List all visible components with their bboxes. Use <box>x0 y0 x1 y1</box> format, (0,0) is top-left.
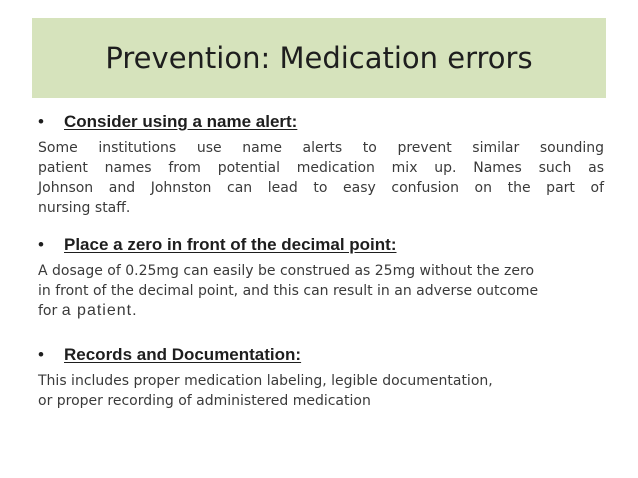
body-line: patient names from potential medication mix up. Names such as <box>38 160 604 176</box>
body-line: This includes proper medication labeling, legible documentation, <box>38 373 493 389</box>
section-records <box>38 345 604 411</box>
section-body <box>38 138 604 218</box>
bullet-marker: • <box>38 235 44 254</box>
section-heading: Consider using a name alert: <box>64 112 298 131</box>
section-body <box>38 371 604 411</box>
body-line: or proper recording of administered medication <box>38 393 371 409</box>
section-heading-row <box>38 112 604 136</box>
body-line-emphasis: a patient. <box>61 302 138 319</box>
section-heading: Records and Documentation: <box>64 345 302 364</box>
section-heading-row <box>38 235 604 259</box>
slide-title: Prevention: Medication errors <box>105 41 533 75</box>
bullet-marker: • <box>38 112 44 131</box>
body-line: Johnson and Johnston can lead to easy confusion on the part of <box>38 180 604 196</box>
section-name-alert <box>38 112 604 218</box>
section-decimal-point <box>38 235 604 321</box>
body-line-last <box>38 301 604 321</box>
body-line-start: for <box>38 303 58 319</box>
title-banner <box>32 18 606 98</box>
section-heading-row <box>38 345 604 369</box>
section-body <box>38 261 604 321</box>
bullet-marker: • <box>38 345 44 364</box>
body-line: nursing staff. <box>38 200 131 216</box>
section-heading: Place a zero in front of the decimal point: <box>64 235 397 254</box>
body-line: Some institutions use name alerts to prevent similar sounding <box>38 140 604 156</box>
body-line: in front of the decimal point, and this can result in an adverse outcome <box>38 283 539 299</box>
body-line: A dosage of 0.25mg can easily be construed as 25mg without the zero <box>38 263 535 279</box>
